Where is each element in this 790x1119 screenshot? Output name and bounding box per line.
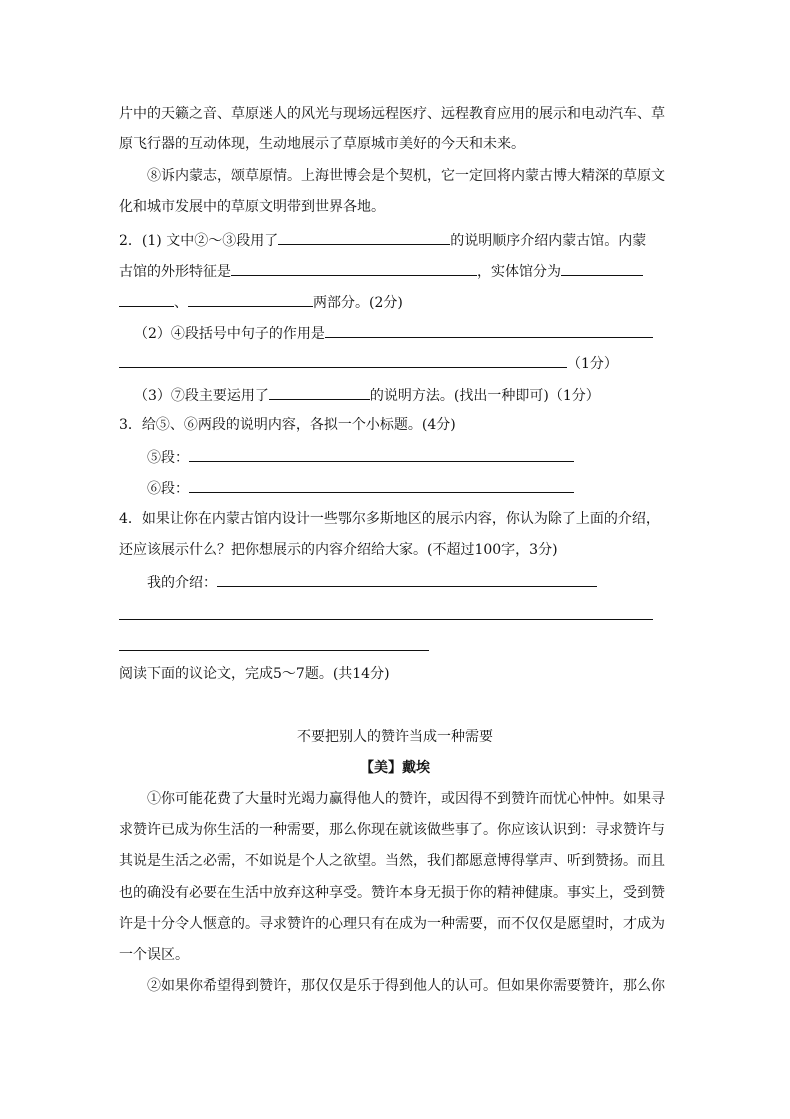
answer-blank[interactable] xyxy=(188,291,313,307)
question-2-part-1-cont xyxy=(119,260,679,282)
answer-blank[interactable] xyxy=(231,260,477,276)
answer-label: ⑥段： xyxy=(147,481,189,497)
passage-line: 片中的天籁之音、草原迷人的风光与现场远程医疗、远程教育应用的展示和电动汽车、草 xyxy=(119,106,665,122)
article-paragraph-line: 许是十分令人惬意的。寻求赞许的心理只有在成为一种需要，而不仅仅是愿望时，才成为 xyxy=(119,916,665,932)
question-4-prompt: 4．如果让你在内蒙古馆内设计一些鄂尔多斯地区的展示内容，你认为除了上面的介绍， xyxy=(119,511,660,527)
answer-blank[interactable] xyxy=(189,477,574,493)
answer-label: ⑤段： xyxy=(147,450,189,466)
article-paragraph-line: 求赞许已成为你生活的一种需要，那么你现在就该做些事了。你应该认识到：寻求赞许与 xyxy=(119,822,665,838)
answer-line[interactable] xyxy=(119,650,429,651)
question-text: ，实体馆分为 xyxy=(477,264,561,280)
answer-line[interactable] xyxy=(119,619,653,620)
answer-blank[interactable] xyxy=(119,291,174,307)
article-paragraph-line: ①你可能花费了大量时光竭力赢得他人的赞许，或因得不到赞许而忧心忡忡。如果寻 xyxy=(147,791,665,807)
question-text: 的说明方法。(找出一种即可)（1分） xyxy=(369,388,600,404)
question-2-part-1-cont xyxy=(119,291,679,313)
answer-blank[interactable] xyxy=(278,229,450,245)
answer-label: 我的介绍： xyxy=(147,575,217,591)
question-4-answer xyxy=(147,571,707,593)
question-3-para-5 xyxy=(147,446,707,468)
passage-line: 原飞行器的互动体现，生动地展示了草原城市美好的今天和未来。 xyxy=(119,136,525,152)
answer-blank[interactable] xyxy=(189,446,574,462)
article-author: 【美】戴埃 xyxy=(360,760,430,776)
question-text: （2）④段括号中句子的作用是 xyxy=(134,326,325,342)
question-2-part-3 xyxy=(134,384,694,406)
article-title: 不要把别人的赞许当成一种需要 xyxy=(297,729,493,745)
question-2-part-1 xyxy=(119,229,679,251)
passage-paragraph-8: ⑧诉内蒙志，颂草原情。上海世博会是个契机，它一定回将内蒙古博大精深的草原文 xyxy=(147,168,665,184)
question-2-part-2-cont xyxy=(119,352,679,374)
passage-line: 化和城市发展中的草原文明带到世界各地。 xyxy=(119,199,385,215)
article-paragraph-line: 其说是生活之必需，不如说是个人之欲望。当然，我们都愿意博得掌声、听到赞扬。而且 xyxy=(119,853,665,869)
article-paragraph-line: ②如果你希望得到赞许，那仅仅是乐于得到他人的认可。但如果你需要赞许，那么你 xyxy=(147,978,665,994)
question-text: 2．(1) 文中②～③段用了 xyxy=(119,233,279,249)
question-text: 、 xyxy=(174,295,188,311)
score-note: （1分） xyxy=(567,356,618,372)
article-paragraph-line: 一个误区。 xyxy=(119,947,189,963)
answer-blank[interactable] xyxy=(325,322,653,338)
question-text: （3）⑦段主要运用了 xyxy=(134,388,269,404)
answer-blank[interactable] xyxy=(269,384,370,400)
answer-blank[interactable] xyxy=(119,352,567,368)
question-4-prompt-cont: 还应该展示什么？把你想展示的内容介绍给大家。(不超过100字，3分) xyxy=(119,542,558,558)
question-text: 的说明顺序介绍内蒙古馆。内蒙 xyxy=(450,233,647,249)
question-text: 古馆的外形特征是 xyxy=(119,264,231,280)
answer-blank[interactable] xyxy=(561,260,643,276)
question-text: 两部分。(2分) xyxy=(313,295,403,311)
question-3-para-6 xyxy=(147,477,707,499)
question-2-part-2 xyxy=(134,322,694,344)
question-3-prompt: 3．给⑤、⑥两段的说明内容，各拟一个小标题。(4分) xyxy=(119,417,456,433)
section-instruction: 阅读下面的议论文，完成5～7题。(共14分) xyxy=(119,666,390,682)
article-paragraph-line: 也的确没有必要在生活中放弃这种享受。赞许本身无损于你的精神健康。事实上，受到赞 xyxy=(119,885,665,901)
answer-blank[interactable] xyxy=(217,571,597,587)
